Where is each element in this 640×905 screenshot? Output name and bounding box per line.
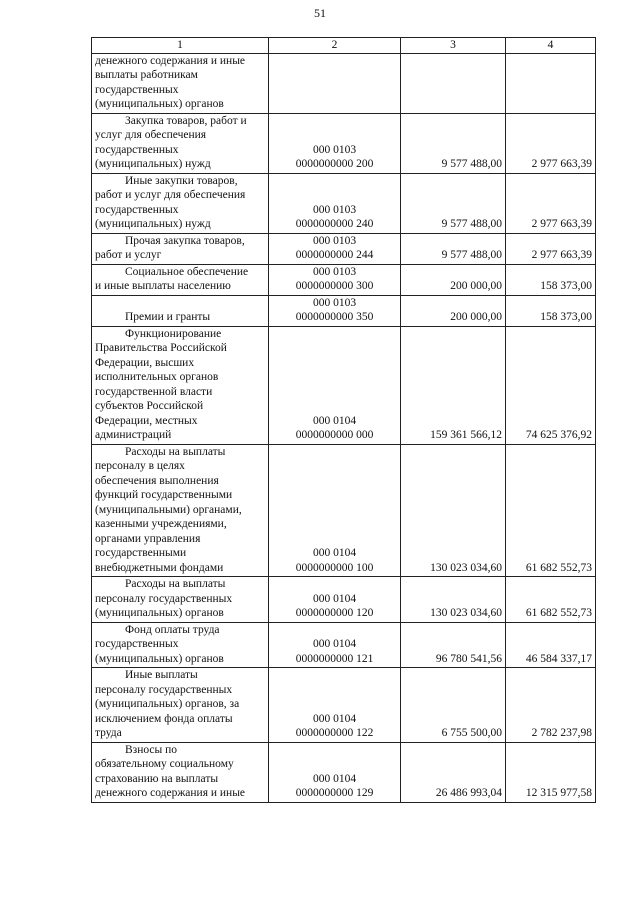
table-row [92, 326, 596, 444]
row-name-line: работ и услуг для обеспечения [95, 189, 246, 201]
row-name-cell [92, 113, 269, 173]
table-row [92, 668, 596, 743]
row-name-line: Прочая закупка товаров, [125, 234, 245, 247]
row-fact-value: 61 682 552,73 [506, 577, 596, 623]
row-code-line: 000 0104 [312, 592, 357, 605]
row-plan-value: 130 023 034,60 [401, 444, 506, 577]
row-name-line: (муниципальных) нужд [95, 218, 211, 230]
row-plan-value: 200 000,00 [401, 295, 506, 326]
page-number: 51 [314, 6, 326, 20]
row-code-line: 0000000000 122 [295, 727, 374, 739]
row-name-line: Федерации, высших [95, 356, 195, 369]
row-code-line: 000 0104 [312, 547, 357, 559]
table-row [92, 264, 596, 295]
row-fact-value: 61 682 552,73 [506, 444, 596, 577]
row-fact-value: 2 977 663,39 [506, 233, 596, 264]
row-code-line: 0000000000 000 [295, 429, 374, 441]
table-row [92, 742, 596, 802]
row-name-line: государственных [95, 638, 179, 650]
row-code-line: 000 0103 [312, 203, 357, 216]
row-name-line: Расходы на выплаты [125, 578, 226, 590]
row-name-line: Федерации, местных [95, 414, 198, 427]
row-code-cell [269, 53, 401, 113]
column-header-2: 2 [269, 38, 401, 54]
table-row [92, 444, 596, 577]
row-code-line: 000 0104 [312, 638, 357, 650]
row-code-line: 0000000000 244 [295, 249, 374, 261]
row-name-line: персоналу государственных [95, 683, 233, 696]
row-name-line: обязательному социальному [95, 758, 234, 770]
row-code-line: 0000000000 350 [295, 311, 374, 323]
table-row [92, 622, 596, 668]
row-code-cell [269, 444, 401, 577]
row-name-line: Премии и гранты [125, 311, 211, 323]
row-name-line: субъектов Российской [95, 400, 204, 412]
row-name-line: государственных [95, 203, 179, 216]
row-name-line: государственными [95, 547, 187, 559]
row-name-line: Иные выплаты [125, 669, 198, 681]
row-name-line: исполнительных органов [95, 371, 219, 383]
column-header-1: 1 [92, 38, 269, 54]
row-name-line: Функционирование [125, 327, 222, 340]
row-code-cell [269, 326, 401, 444]
row-code-cell [269, 577, 401, 623]
row-plan-value: 159 361 566,12 [401, 326, 506, 444]
row-code-cell [269, 233, 401, 264]
row-fact-value: 46 584 337,17 [506, 622, 596, 668]
row-name-line: услуг для обеспечения [95, 129, 207, 141]
row-code-line: 0000000000 200 [295, 158, 374, 170]
row-name-cell [92, 295, 269, 326]
row-name-line: работ и услуг [95, 249, 162, 261]
budget-table [91, 37, 596, 803]
row-name-line: Фонд оплаты труда [125, 623, 220, 636]
table-row [92, 295, 596, 326]
row-plan-value: 130 023 034,60 [401, 577, 506, 623]
row-name-line: внебюджетными фондами [95, 561, 224, 574]
row-name-line: выплаты работникам [95, 69, 198, 81]
row-name-line: обеспечения выполнения [95, 474, 219, 487]
row-code-line: 000 0103 [312, 143, 357, 156]
row-name-line: труда [95, 727, 122, 739]
row-name-line: (муниципальных) органов [95, 607, 224, 619]
row-code-line: 000 0103 [312, 265, 357, 278]
row-name-line: исключением фонда оплаты [95, 712, 233, 725]
row-name-line: Правительства Российской [95, 342, 227, 354]
row-code-line: 0000000000 120 [295, 607, 374, 619]
row-fact-value: 2 977 663,39 [506, 113, 596, 173]
row-name-line: функций государственными [95, 489, 233, 501]
row-code-line: 0000000000 129 [295, 787, 374, 799]
table-row [92, 53, 596, 113]
row-code-cell [269, 742, 401, 802]
row-code-line: 0000000000 121 [295, 652, 374, 665]
row-plan-value: 9 577 488,00 [401, 233, 506, 264]
row-name-cell [92, 233, 269, 264]
row-plan-value: 200 000,00 [401, 264, 506, 295]
table-row [92, 577, 596, 623]
row-fact-value: 2 782 237,98 [506, 668, 596, 743]
row-name-line: (муниципальных) органов [95, 652, 224, 665]
row-name-line: (муниципальных) органов, за [95, 698, 240, 710]
row-name-line: страхованию на выплаты [95, 772, 219, 785]
row-name-cell [92, 326, 269, 444]
row-name-line: органами управления [95, 532, 201, 545]
row-plan-value: 6 755 500,00 [401, 668, 506, 743]
row-name-cell [92, 668, 269, 743]
row-code-cell [269, 668, 401, 743]
row-name-line: казенными учреждениями, [95, 518, 227, 530]
column-header-3: 3 [401, 38, 506, 54]
row-name-cell [92, 742, 269, 802]
table-header-row [92, 38, 596, 54]
row-name-line: (муниципальных) органов [95, 98, 224, 110]
row-code-line: 0000000000 240 [295, 218, 374, 230]
row-fact-value: 74 625 376,92 [506, 326, 596, 444]
row-fact-value: 2 977 663,39 [506, 173, 596, 233]
row-code-line: 000 0103 [312, 296, 357, 309]
row-name-line: персоналу государственных [95, 592, 233, 605]
row-name-line: государственных [95, 143, 179, 156]
row-fact-value: 158 373,00 [506, 264, 596, 295]
row-name-line: денежного содержания и иные [95, 787, 246, 799]
row-code-cell [269, 113, 401, 173]
row-name-line: Иные закупки товаров, [125, 174, 238, 187]
row-code-line: 000 0104 [312, 712, 357, 725]
table-row [92, 113, 596, 173]
row-plan-value: 9 577 488,00 [401, 173, 506, 233]
row-code-line: 000 0104 [312, 414, 357, 427]
row-name-line: государственных [95, 83, 179, 96]
row-name-line: Закупка товаров, работ и [125, 114, 247, 127]
table-row [92, 173, 596, 233]
row-code-line: 0000000000 100 [295, 561, 374, 574]
row-code-cell [269, 264, 401, 295]
row-plan-value: 96 780 541,56 [401, 622, 506, 668]
row-fact-value: 158 373,00 [506, 295, 596, 326]
row-name-line: Социальное обеспечение [125, 265, 249, 278]
row-fact-value [506, 53, 596, 113]
row-name-cell [92, 444, 269, 577]
row-name-line: Расходы на выплаты [125, 445, 226, 458]
row-name-line: администраций [95, 429, 172, 441]
row-code-cell [269, 622, 401, 668]
row-plan-value: 26 486 993,04 [401, 742, 506, 802]
row-name-line: персоналу в целях [95, 460, 185, 472]
row-code-line: 000 0103 [312, 234, 357, 247]
row-name-cell [92, 622, 269, 668]
row-name-line: Взносы по [125, 743, 178, 756]
row-name-line: (муниципальных) нужд [95, 158, 211, 170]
row-plan-value [401, 53, 506, 113]
row-code-line: 0000000000 300 [295, 280, 374, 292]
budget-table-body [92, 38, 596, 803]
column-header-4: 4 [506, 38, 596, 54]
row-plan-value: 9 577 488,00 [401, 113, 506, 173]
row-fact-value: 12 315 977,58 [506, 742, 596, 802]
row-name-line: и иные выплаты населению [95, 280, 231, 292]
row-name-line: денежного содержания и иные [95, 54, 246, 67]
row-code-cell [269, 295, 401, 326]
row-name-cell [92, 264, 269, 295]
row-code-line: 000 0104 [312, 772, 357, 785]
table-row [92, 233, 596, 264]
row-name-cell [92, 577, 269, 623]
row-name-cell [92, 53, 269, 113]
row-code-cell [269, 173, 401, 233]
row-name-cell [92, 173, 269, 233]
row-name-line: государственной власти [95, 385, 213, 398]
row-name-line: (муниципальными) органами, [95, 503, 242, 516]
